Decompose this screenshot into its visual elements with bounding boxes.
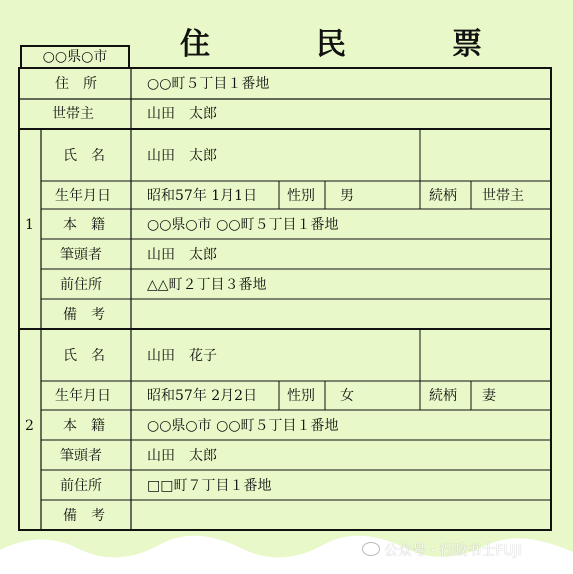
address-label: 住 所 — [55, 76, 97, 92]
person-head: 山田 太郎 — [147, 448, 217, 464]
person-domicile: ○○県○市 ○○町５丁目１番地 — [147, 217, 339, 233]
person-prev-address: △△町２丁目３番地 — [147, 277, 267, 293]
person-birth: 昭和57年 2月2日 — [147, 388, 258, 404]
person-domicile: ○○県○市 ○○町５丁目１番地 — [147, 418, 339, 434]
sex-label: 性別 — [287, 188, 315, 204]
wechat-icon — [362, 542, 380, 556]
person-number: 1 — [25, 217, 34, 233]
head-label: 筆頭者 — [60, 448, 102, 464]
person-name: 山田 花子 — [147, 348, 217, 364]
name-label: 氏 名 — [63, 348, 105, 364]
remarks-label: 備 考 — [63, 307, 105, 323]
person-name: 山田 太郎 — [147, 148, 217, 164]
birth-label: 生年月日 — [55, 388, 111, 404]
remarks-label: 備 考 — [63, 508, 105, 524]
person-number: 2 — [25, 418, 34, 434]
prefecture-box: ○○県○市 — [20, 45, 130, 69]
person-sex: 男 — [340, 188, 354, 204]
watermark-text: 公众号 · 行政书士FUJI — [384, 543, 522, 559]
page-title: 住 民 票 — [180, 27, 520, 62]
address-value: ○○町５丁目１番地 — [147, 76, 270, 92]
householder-value: 山田 太郎 — [147, 106, 217, 122]
householder-label: 世帯主 — [52, 106, 94, 122]
domicile-label: 本 籍 — [63, 418, 105, 434]
person-head: 山田 太郎 — [147, 247, 217, 263]
sex-label: 性別 — [287, 388, 315, 404]
person-sex: 女 — [340, 388, 354, 404]
prev-address-label: 前住所 — [60, 277, 102, 293]
name-label: 氏 名 — [63, 148, 105, 164]
relation-label: 続柄 — [429, 188, 457, 204]
head-label: 筆頭者 — [60, 247, 102, 263]
person-birth: 昭和57年 1月1日 — [147, 188, 258, 204]
watermark — [362, 540, 522, 560]
relation-label: 続柄 — [429, 388, 457, 404]
person-prev-address: □□町７丁目１番地 — [147, 478, 272, 494]
person-relation: 妻 — [482, 388, 496, 404]
domicile-label: 本 籍 — [63, 217, 105, 233]
prev-address-label: 前住所 — [60, 478, 102, 494]
birth-label: 生年月日 — [55, 188, 111, 204]
person-relation: 世帯主 — [482, 188, 524, 204]
